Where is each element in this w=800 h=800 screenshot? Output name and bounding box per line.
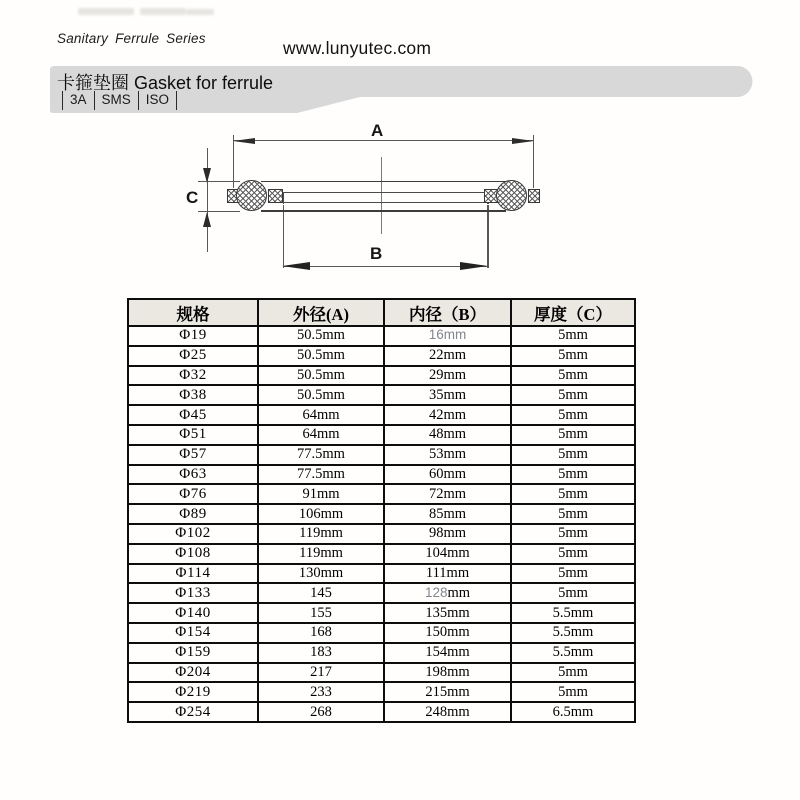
dim-c-line: [207, 148, 208, 252]
spec-cell: 5mm: [511, 504, 635, 524]
spec-cell: Φ38: [128, 385, 258, 405]
spec-cell: Φ133: [128, 583, 258, 603]
spec-cell: 198mm: [384, 663, 511, 683]
gasket-bottom-edge: [261, 210, 506, 212]
dim-a-line: [233, 140, 534, 141]
dim-b-label: B: [370, 244, 383, 263]
spec-cell: 5mm: [511, 583, 635, 603]
dim-c-extension-bottom: [198, 211, 240, 212]
spec-row: [128, 425, 635, 445]
spec-cell: 64mm: [258, 425, 384, 445]
gasket-inner-bottom-line: [283, 202, 488, 203]
dim-a-arrow-left: [233, 138, 255, 144]
spec-cell: 29mm: [384, 366, 511, 386]
col-header-outer-dia: 外径(A): [258, 299, 384, 326]
spec-cell: 5mm: [511, 445, 635, 465]
spec-row: [128, 405, 635, 425]
col-header-inner-dia: 内径（B）: [384, 299, 511, 326]
website-url: www.lunyutec.com: [283, 38, 432, 58]
spec-cell: Φ102: [128, 524, 258, 544]
spec-cell: 5.5mm: [511, 603, 635, 623]
gasket-inner-top-line: [283, 192, 488, 193]
spec-cell: 106mm: [258, 504, 384, 524]
spec-cell: Φ76: [128, 484, 258, 504]
spec-cell: Φ219: [128, 682, 258, 702]
spec-row: [128, 366, 635, 386]
spec-cell: 128mm: [384, 583, 511, 603]
dim-b-arrow-left: [282, 262, 310, 270]
spec-cell: 35mm: [384, 385, 511, 405]
spec-cell: 50.5mm: [258, 366, 384, 386]
standard-3a: 3A: [62, 91, 94, 110]
spec-cell: 119mm: [258, 544, 384, 564]
spec-cell: 91mm: [258, 484, 384, 504]
spec-row: [128, 445, 635, 465]
spec-cell: 268: [258, 702, 384, 722]
gasket-bead-left: [236, 180, 267, 211]
col-header-spec: 规格: [128, 299, 258, 326]
gasket-top-edge: [261, 181, 506, 183]
spec-cell: 60mm: [384, 465, 511, 485]
spec-cell: 5mm: [511, 405, 635, 425]
series-label: Sanitary Ferrule Series: [57, 31, 206, 46]
spec-cell: 5mm: [511, 465, 635, 485]
spec-cell: 77.5mm: [258, 465, 384, 485]
spec-cell: 150mm: [384, 623, 511, 643]
spec-cell: 53mm: [384, 445, 511, 465]
spec-cell: 72mm: [384, 484, 511, 504]
spec-cell: 85mm: [384, 504, 511, 524]
dim-a-arrow-right: [512, 138, 534, 144]
dim-a-extension-right: [533, 135, 534, 188]
spec-cell: 48mm: [384, 425, 511, 445]
spec-row: [128, 326, 635, 346]
spec-row: [128, 504, 635, 524]
spec-row: [128, 702, 635, 722]
spec-cell: 98mm: [384, 524, 511, 544]
spec-cell: Φ89: [128, 504, 258, 524]
dim-a-extension-left: [233, 135, 234, 188]
spec-cell: 5mm: [511, 366, 635, 386]
spec-cell: 6.5mm: [511, 702, 635, 722]
spec-cell: 5.5mm: [511, 643, 635, 663]
spec-row: [128, 564, 635, 584]
spec-table-body: [128, 326, 635, 722]
spec-row: [128, 484, 635, 504]
spec-cell: Φ159: [128, 643, 258, 663]
spec-cell: 130mm: [258, 564, 384, 584]
spec-cell: Φ108: [128, 544, 258, 564]
spec-cell: 154mm: [384, 643, 511, 663]
spec-row: [128, 465, 635, 485]
centerline: [381, 157, 382, 234]
spec-cell: 42mm: [384, 405, 511, 425]
spec-cell: 217: [258, 663, 384, 683]
spec-cell: Φ204: [128, 663, 258, 683]
spec-cell: 135mm: [384, 603, 511, 623]
dim-b-extension-left: [283, 205, 284, 268]
dim-b-line: [283, 266, 488, 267]
gasket-bead-right: [496, 180, 527, 211]
spec-row: [128, 346, 635, 366]
spec-cell: 5mm: [511, 484, 635, 504]
spec-cell: 5mm: [511, 326, 635, 346]
spec-cell: 5mm: [511, 524, 635, 544]
spec-row: [128, 623, 635, 643]
spec-cell: 248mm: [384, 702, 511, 722]
spec-cell: 111mm: [384, 564, 511, 584]
spec-cell: 104mm: [384, 544, 511, 564]
standards-list: [62, 91, 177, 110]
spec-cell: 64mm: [258, 405, 384, 425]
dim-c-label: C: [186, 188, 199, 207]
spec-cell: Φ154: [128, 623, 258, 643]
title-band: [0, 0, 800, 130]
spec-cell: Φ19: [128, 326, 258, 346]
spec-row: [128, 643, 635, 663]
spec-cell: 50.5mm: [258, 326, 384, 346]
dim-b-extension-right: [487, 205, 488, 268]
spec-row: [128, 603, 635, 623]
dim-c-extension-top: [198, 181, 240, 182]
spec-cell: Φ25: [128, 346, 258, 366]
col-header-thickness: 厚度（C）: [511, 299, 635, 326]
standard-iso: ISO: [138, 91, 177, 110]
spec-cell: 50.5mm: [258, 346, 384, 366]
spec-row: [128, 385, 635, 405]
spec-row: [128, 544, 635, 564]
dim-c-arrow-up: [203, 212, 211, 227]
spec-cell: Φ140: [128, 603, 258, 623]
spec-cell: 233: [258, 682, 384, 702]
spec-cell: 5mm: [511, 682, 635, 702]
spec-cell: Φ254: [128, 702, 258, 722]
spec-row: [128, 682, 635, 702]
spec-cell: Φ114: [128, 564, 258, 584]
spec-row: [128, 663, 635, 683]
spec-cell: 168: [258, 623, 384, 643]
spec-cell: 5mm: [511, 663, 635, 683]
gasket-tab-left-inner: [268, 189, 283, 203]
spec-cell: 215mm: [384, 682, 511, 702]
spec-cell: 22mm: [384, 346, 511, 366]
spec-cell: 155: [258, 603, 384, 623]
gasket-tab-right-outer: [528, 189, 540, 203]
spec-cell: 145: [258, 583, 384, 603]
spec-cell: 77.5mm: [258, 445, 384, 465]
spec-cell: 5mm: [511, 544, 635, 564]
spec-cell: 50.5mm: [258, 385, 384, 405]
spec-cell: 5mm: [511, 564, 635, 584]
spec-cell: 5.5mm: [511, 623, 635, 643]
spec-cell: 16mm: [384, 326, 511, 346]
dim-b-arrow-right: [460, 262, 488, 270]
spec-cell: Φ57: [128, 445, 258, 465]
spec-row: [128, 524, 635, 544]
spec-cell: 5mm: [511, 385, 635, 405]
spec-cell: Φ45: [128, 405, 258, 425]
spec-cell: Φ63: [128, 465, 258, 485]
spec-cell: 119mm: [258, 524, 384, 544]
spec-cell: 183: [258, 643, 384, 663]
spec-table: [127, 298, 636, 723]
product-title: 卡箍垫圈 Gasket for ferrule: [57, 73, 274, 93]
spec-cell: 5mm: [511, 346, 635, 366]
dim-a-label: A: [371, 121, 384, 140]
spec-cell: 5mm: [511, 425, 635, 445]
spec-cell: Φ32: [128, 366, 258, 386]
standard-sms: SMS: [94, 91, 138, 110]
spec-cell: Φ51: [128, 425, 258, 445]
spec-header-row: [128, 299, 635, 326]
spec-row: [128, 583, 635, 603]
